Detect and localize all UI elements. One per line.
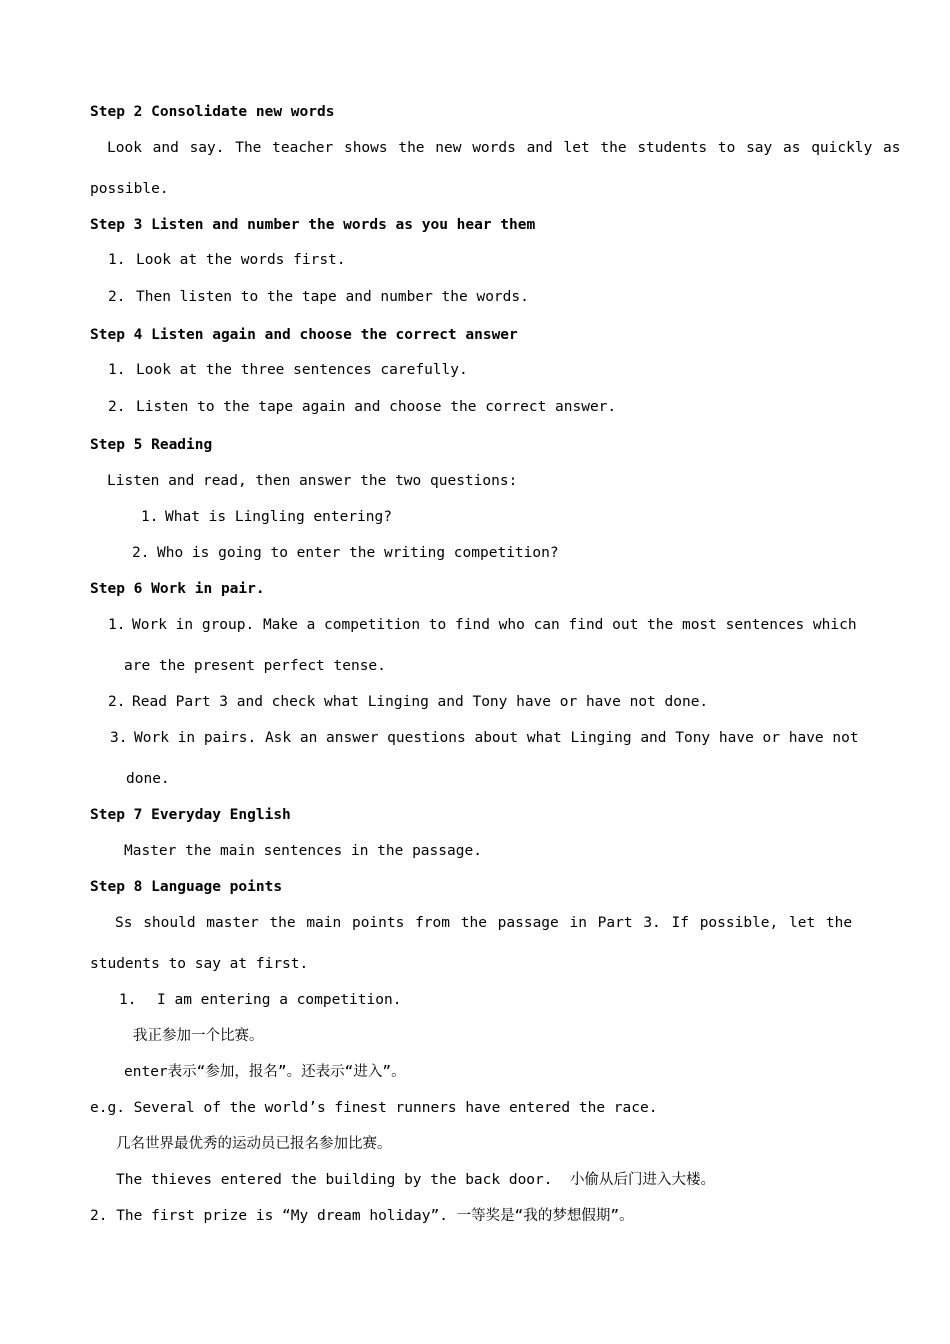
step6-item-1-text: Work in group. Make a competition to find who can find out the most sentences which [132,617,857,633]
step7-text: Master the main sentences in the passage. [124,843,482,859]
step7-heading: Step 7 Everyday English [90,807,291,823]
step6-item-2-text: Read Part 3 and check what Linging and Tony have or have not done. [132,694,709,710]
step6-item-3-cont: done. [126,771,170,787]
step5-question-2-text: Who is going to enter the writing competition? [157,545,559,561]
point1-example2: The thieves entered the building by the back door. 小偷从后门进入大楼。 [116,1172,715,1188]
step6-heading: Step 6 Work in pair. [90,581,265,597]
step2-text-line2: possible. [90,181,169,197]
step6-item-1-num: 1. [108,617,126,633]
step5-heading: Step 5 Reading [90,437,213,453]
step6-item-2-num: 2. [108,694,126,710]
step3-item-1-text: Look at the words first. [136,252,346,268]
point1-translation: 我正参加一个比赛。 [133,1028,264,1044]
point1-num: 1. [119,992,137,1008]
step5-question-2-num: 2. [132,545,150,561]
step4-item-1-num: 1. [108,362,126,378]
point1-example1-translation: 几名世界最优秀的运动员已报名参加比赛。 [116,1136,392,1152]
step2-text-line1: Look and say. The teacher shows the new words and let the students to say as quickly as [107,140,901,156]
step2-heading: Step 2 Consolidate new words [90,104,335,120]
step3-item-2-num: 2. [108,289,126,305]
step6-item-3-num: 3. [110,730,128,746]
point1-example1: e.g. Several of the world’s finest runners have entered the race. [90,1100,658,1116]
step4-item-2-num: 2. [108,399,126,415]
step5-intro: Listen and read, then answer the two questions: [107,473,518,489]
step3-item-2-text: Then listen to the tape and number the words. [136,289,529,305]
step4-item-2-text: Listen to the tape again and choose the correct answer. [136,399,617,415]
step5-question-1-text: What is Lingling entering? [165,509,392,525]
point1-text: I am entering a competition. [157,992,402,1008]
step5-question-1-num: 1. [141,509,159,525]
step6-item-1-cont: are the present perfect tense. [124,658,386,674]
point2: 2. The first prize is “My dream holiday”. 一等奖是“我的梦想假期”。 [90,1208,634,1224]
step4-heading: Step 4 Listen again and choose the correct answer [90,327,518,343]
step4-item-1-text: Look at the three sentences carefully. [136,362,468,378]
step3-heading: Step 3 Listen and number the words as you hear them [90,217,536,233]
step3-item-1-num: 1. [108,252,126,268]
point1-note: enter表示“参加，报名”。还表示“进入”。 [124,1064,406,1080]
step8-text-line2: students to say at first. [90,956,309,972]
step8-heading: Step 8 Language points [90,879,283,895]
step6-item-3-text: Work in pairs. Ask an answer questions about what Linging and Tony have or have not [134,730,859,746]
step8-text-line1: Ss should master the main points from the passage in Part 3. If possible, let the [115,915,853,931]
